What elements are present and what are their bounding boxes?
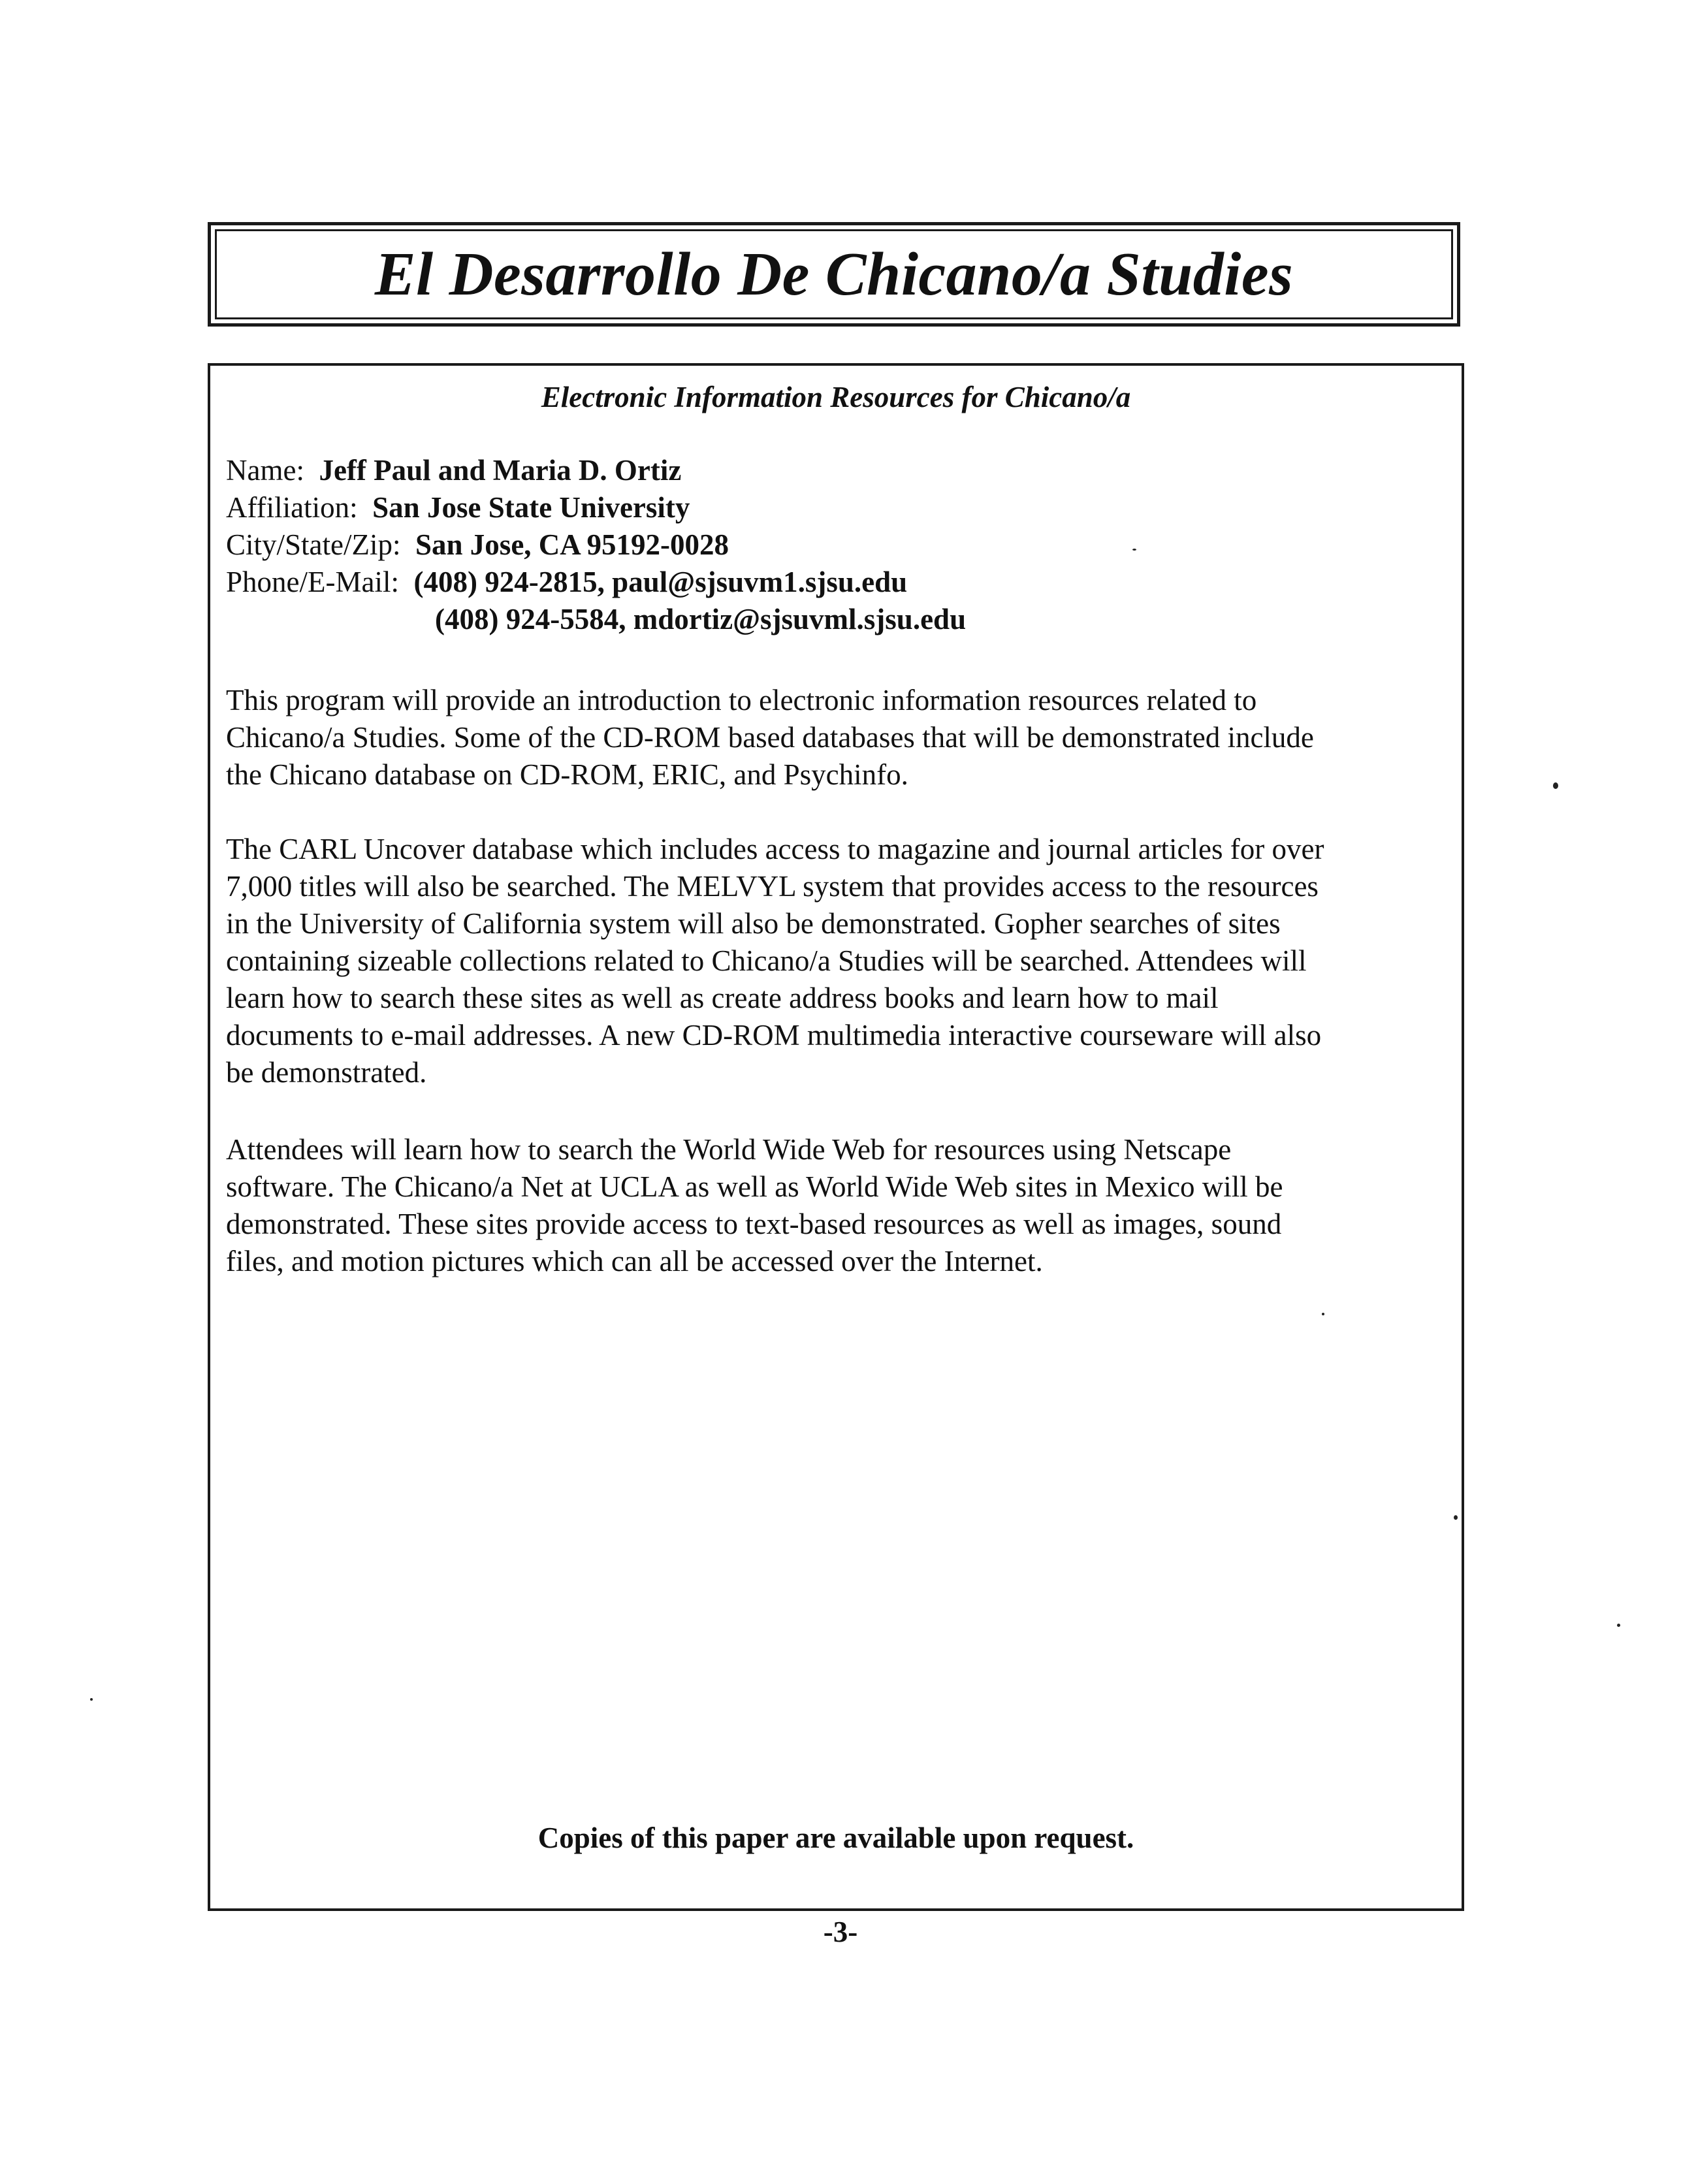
copies-note: Copies of this paper are available upon request. (537, 1822, 1134, 1854)
scan-speck (1454, 1515, 1458, 1520)
paragraph-line: in the University of California system will also be demonstrated. Gopher searches of sites (226, 907, 1281, 940)
contact-info (226, 452, 966, 638)
scan-speck (1132, 549, 1136, 551)
contact-city-value: San Jose, CA 95192-0028 (415, 528, 729, 561)
paragraph-line: Chicano/a Studies. Some of the CD-ROM based databases that will be demonstrated include (226, 721, 1314, 754)
contact-name-label: Name: (226, 454, 304, 487)
paragraph-carl (226, 831, 1441, 1091)
contact-phone-value: (408) 924-2815, paul@sjsuvm1.sjsu.edu (413, 566, 908, 598)
paragraph-line: The CARL Uncover database which includes access to magazine and journal articles for over (226, 833, 1324, 865)
paragraph-line: demonstrated. These sites provide access to text-based resources as well as images, sound (226, 1208, 1282, 1240)
contact-name-row (226, 452, 966, 489)
scan-speck (90, 1698, 93, 1701)
paragraph-line: the Chicano database on CD-ROM, ERIC, and Psychinfo. (226, 758, 908, 791)
contact-city-row (226, 526, 966, 564)
contact-affiliation-value: San Jose State University (372, 491, 690, 524)
contact-phone-label: Phone/E-Mail: (226, 566, 399, 598)
paragraph-line: This program will provide an introduction to electronic information resources related to (226, 684, 1257, 716)
contact-affiliation-row (226, 489, 966, 526)
page-number: -3- (823, 1916, 858, 1948)
abstract-subtitle: Electronic Information Resources for Chicano/a (541, 381, 1131, 413)
title-banner (208, 222, 1460, 327)
paragraph-intro (226, 682, 1441, 794)
paragraph-www (226, 1131, 1441, 1280)
contact-phone-row (226, 564, 966, 601)
contact-phone2-row (226, 601, 966, 638)
scan-speck (1322, 1313, 1324, 1315)
title-banner-inner (215, 229, 1453, 319)
paragraph-line: learn how to search these sites as well as create address books and learn how to mail (226, 982, 1219, 1014)
paragraph-line: be demonstrated. (226, 1056, 427, 1089)
paragraph-line: documents to e-mail addresses. A new CD-ROM multimedia interactive courseware will also (226, 1019, 1322, 1052)
paragraph-line: containing sizeable collections related to Chicano/a Studies will be searched. Attendees will (226, 944, 1307, 977)
page-title: El Desarrollo De Chicano/a Studies (374, 240, 1294, 308)
paragraph-line: files, and motion pictures which can all be accessed over the Internet. (226, 1245, 1043, 1277)
contact-affiliation-label: Affiliation: (226, 491, 358, 524)
contact-phone2-value: (408) 924-5584, mdortiz@sjsuvml.sjsu.edu (435, 603, 967, 635)
scan-speck (1553, 782, 1558, 789)
scan-speck (1617, 1624, 1620, 1627)
paragraph-line: Attendees will learn how to search the World Wide Web for resources using Netscape (226, 1133, 1232, 1166)
contact-name-value: Jeff Paul and Maria D. Ortiz (319, 454, 682, 487)
contact-city-label: City/State/Zip: (226, 528, 401, 561)
paragraph-line: 7,000 titles will also be searched. The MELVYL system that provides access to the resources (226, 870, 1319, 903)
abstract-box (208, 363, 1464, 1911)
paragraph-line: software. The Chicano/a Net at UCLA as well as World Wide Web sites in Mexico will be (226, 1170, 1283, 1203)
